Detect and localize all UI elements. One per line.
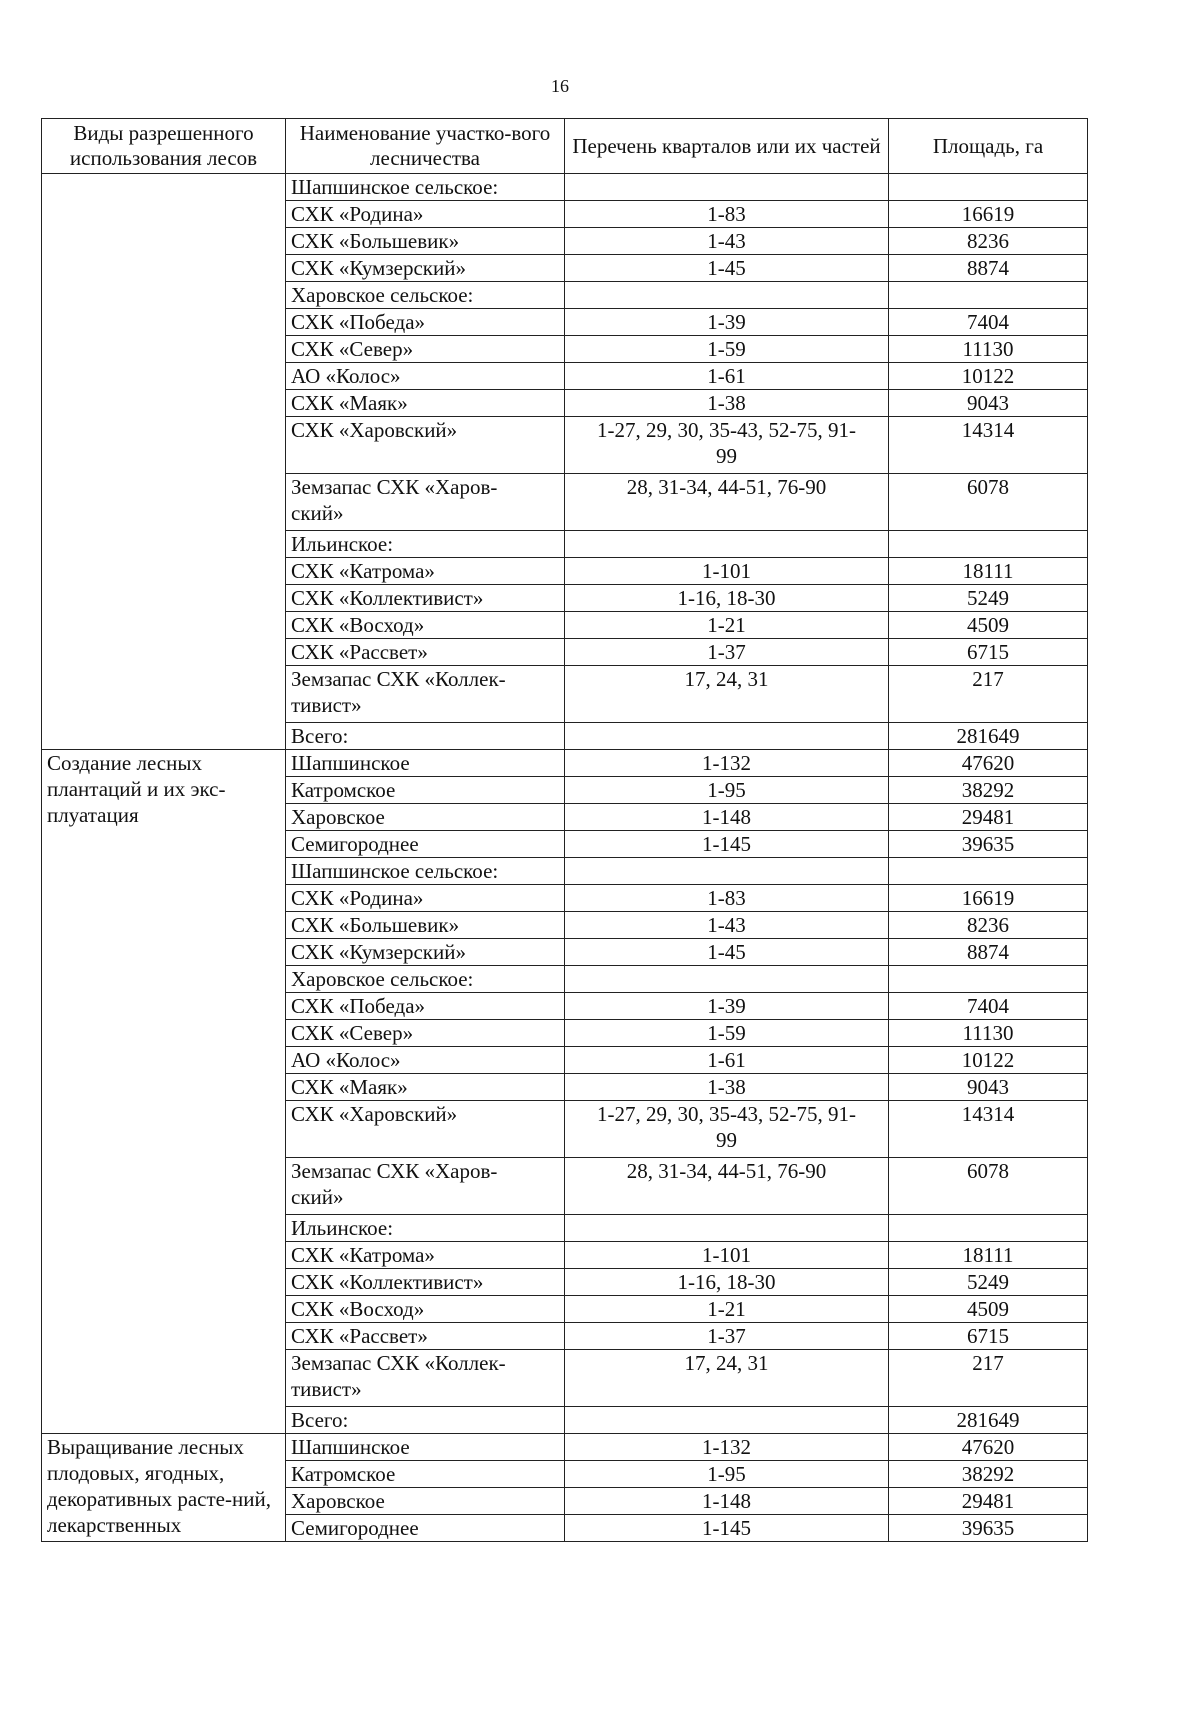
quarters-cell: 1-45 — [565, 939, 889, 966]
quarters-cell: 1-27, 29, 30, 35-43, 52-75, 91- 99 — [565, 1101, 889, 1158]
area-cell: 8236 — [889, 228, 1088, 255]
quarters-cell: 1-43 — [565, 912, 889, 939]
forestry-name-cell: СХК «Рассвет» — [286, 1323, 565, 1350]
forestry-name-cell: Шапшинское — [286, 1434, 565, 1461]
area-cell: 18111 — [889, 1242, 1088, 1269]
quarters-cell: 28, 31-34, 44-51, 76-90 — [565, 474, 889, 531]
quarters-cell: 17, 24, 31 — [565, 666, 889, 723]
quarters-cell: 1-21 — [565, 612, 889, 639]
area-cell: 7404 — [889, 309, 1088, 336]
forestry-name-cell: СХК «Родина» — [286, 885, 565, 912]
area-cell: 9043 — [889, 1074, 1088, 1101]
quarters-cell: 1-145 — [565, 1515, 889, 1542]
area-cell: 10122 — [889, 1047, 1088, 1074]
forestry-name-cell: СХК «Маяк» — [286, 390, 565, 417]
area-cell — [889, 282, 1088, 309]
quarters-cell: 1-148 — [565, 804, 889, 831]
quarters-cell: 1-39 — [565, 993, 889, 1020]
forestry-name-cell: СХК «Восход» — [286, 1296, 565, 1323]
quarters-cell: 1-37 — [565, 639, 889, 666]
area-cell: 217 — [889, 666, 1088, 723]
header-use-type: Виды разрешенного использования лесов — [42, 119, 286, 174]
area-cell: 6715 — [889, 1323, 1088, 1350]
forestry-name-cell: Харовское — [286, 1488, 565, 1515]
quarters-cell: 1-145 — [565, 831, 889, 858]
quarters-cell: 1-95 — [565, 1461, 889, 1488]
forest-use-table — [41, 118, 1088, 1542]
quarters-cell: 1-38 — [565, 390, 889, 417]
forestry-name-cell: СХК «Коллективист» — [286, 1269, 565, 1296]
quarters-cell: 1-83 — [565, 885, 889, 912]
area-cell: 38292 — [889, 1461, 1088, 1488]
quarters-cell: 1-27, 29, 30, 35-43, 52-75, 91- 99 — [565, 417, 889, 474]
area-cell — [889, 531, 1088, 558]
area-cell: 281649 — [889, 1407, 1088, 1434]
forestry-name-cell: АО «Колос» — [286, 1047, 565, 1074]
quarters-cell: 1-16, 18-30 — [565, 585, 889, 612]
forestry-name-cell: АО «Колос» — [286, 363, 565, 390]
table-body — [42, 174, 1088, 1542]
area-cell: 47620 — [889, 1434, 1088, 1461]
area-cell: 8236 — [889, 912, 1088, 939]
quarters-cell: 1-83 — [565, 201, 889, 228]
forestry-name-cell: Ильинское: — [286, 1215, 565, 1242]
quarters-cell: 1-37 — [565, 1323, 889, 1350]
forestry-name-cell: СХК «Кумзерский» — [286, 255, 565, 282]
quarters-cell: 1-101 — [565, 558, 889, 585]
table-header-row — [42, 119, 1088, 174]
area-cell: 16619 — [889, 885, 1088, 912]
quarters-cell — [565, 966, 889, 993]
forestry-name-cell: СХК «Маяк» — [286, 1074, 565, 1101]
area-cell: 6078 — [889, 474, 1088, 531]
quarters-cell — [565, 531, 889, 558]
quarters-cell: 1-16, 18-30 — [565, 1269, 889, 1296]
area-cell: 16619 — [889, 201, 1088, 228]
quarters-cell: 1-21 — [565, 1296, 889, 1323]
area-cell: 29481 — [889, 804, 1088, 831]
forestry-name-cell: Катромское — [286, 777, 565, 804]
quarters-cell: 1-101 — [565, 1242, 889, 1269]
use-type-cell — [42, 174, 286, 750]
forestry-name-cell: СХК «Восход» — [286, 612, 565, 639]
forestry-name-cell: Шапшинское сельское: — [286, 858, 565, 885]
use-type-cell: Выращивание лесных плодовых, ягодных, декоративных расте-ний, лекарственных — [42, 1434, 286, 1542]
forestry-name-cell: Шапшинское сельское: — [286, 174, 565, 201]
forestry-name-cell: Катромское — [286, 1461, 565, 1488]
quarters-cell: 1-45 — [565, 255, 889, 282]
quarters-cell — [565, 174, 889, 201]
forestry-name-cell: Шапшинское — [286, 750, 565, 777]
area-cell — [889, 1215, 1088, 1242]
forestry-name-cell: Семигороднее — [286, 831, 565, 858]
header-area: Площадь, га — [889, 119, 1088, 174]
forestry-name-cell: СХК «Победа» — [286, 309, 565, 336]
table-row — [42, 174, 1088, 201]
area-cell: 217 — [889, 1350, 1088, 1407]
area-cell — [889, 858, 1088, 885]
forestry-name-cell: СХК «Катрома» — [286, 558, 565, 585]
forestry-name-cell: Земзапас СХК «Коллек- тивист» — [286, 666, 565, 723]
quarters-cell — [565, 858, 889, 885]
quarters-cell: 1-39 — [565, 309, 889, 336]
forestry-name-cell: СХК «Катрома» — [286, 1242, 565, 1269]
quarters-cell: 1-59 — [565, 336, 889, 363]
area-cell: 14314 — [889, 1101, 1088, 1158]
forestry-name-cell: СХК «Большевик» — [286, 912, 565, 939]
quarters-cell: 1-38 — [565, 1074, 889, 1101]
area-cell: 39635 — [889, 1515, 1088, 1542]
area-cell: 4509 — [889, 612, 1088, 639]
area-cell: 14314 — [889, 417, 1088, 474]
quarters-cell — [565, 1407, 889, 1434]
quarters-cell — [565, 723, 889, 750]
header-forestry-name: Наименование участко-вого лесничества — [286, 119, 565, 174]
area-cell: 11130 — [889, 336, 1088, 363]
area-cell: 8874 — [889, 939, 1088, 966]
use-type-cell: Создание лесных плантаций и их экс-плуатация — [42, 750, 286, 1434]
forestry-name-cell: Всего: — [286, 723, 565, 750]
forestry-name-cell: Земзапас СХК «Харов- ский» — [286, 1158, 565, 1215]
quarters-cell: 1-61 — [565, 1047, 889, 1074]
area-cell: 47620 — [889, 750, 1088, 777]
quarters-cell: 1-59 — [565, 1020, 889, 1047]
table-row — [42, 1434, 1088, 1461]
forestry-name-cell: СХК «Родина» — [286, 201, 565, 228]
area-cell: 18111 — [889, 558, 1088, 585]
page-number: 16 — [551, 76, 569, 96]
forestry-name-cell: Харовское сельское: — [286, 282, 565, 309]
forestry-name-cell: Земзапас СХК «Коллек- тивист» — [286, 1350, 565, 1407]
forestry-name-cell: Ильинское: — [286, 531, 565, 558]
forestry-name-cell: СХК «Большевик» — [286, 228, 565, 255]
area-cell: 8874 — [889, 255, 1088, 282]
forestry-name-cell: Семигороднее — [286, 1515, 565, 1542]
area-cell: 38292 — [889, 777, 1088, 804]
forestry-name-cell: Харовское — [286, 804, 565, 831]
area-cell: 6078 — [889, 1158, 1088, 1215]
forestry-name-cell: СХК «Харовский» — [286, 1101, 565, 1158]
quarters-cell: 1-43 — [565, 228, 889, 255]
area-cell: 6715 — [889, 639, 1088, 666]
area-cell: 4509 — [889, 1296, 1088, 1323]
forestry-name-cell: СХК «Харовский» — [286, 417, 565, 474]
area-cell: 11130 — [889, 1020, 1088, 1047]
forestry-name-cell: СХК «Рассвет» — [286, 639, 565, 666]
forestry-name-cell: СХК «Север» — [286, 1020, 565, 1047]
quarters-cell — [565, 282, 889, 309]
area-cell — [889, 966, 1088, 993]
area-cell: 5249 — [889, 1269, 1088, 1296]
quarters-cell: 1-95 — [565, 777, 889, 804]
quarters-cell: 1-61 — [565, 363, 889, 390]
table-row — [42, 750, 1088, 777]
forestry-name-cell: СХК «Север» — [286, 336, 565, 363]
header-quarters: Перечень кварталов или их частей — [565, 119, 889, 174]
area-cell: 7404 — [889, 993, 1088, 1020]
quarters-cell: 28, 31-34, 44-51, 76-90 — [565, 1158, 889, 1215]
quarters-cell: 1-132 — [565, 750, 889, 777]
area-cell: 9043 — [889, 390, 1088, 417]
quarters-cell: 1-148 — [565, 1488, 889, 1515]
area-cell: 5249 — [889, 585, 1088, 612]
area-cell: 10122 — [889, 363, 1088, 390]
forestry-name-cell: СХК «Победа» — [286, 993, 565, 1020]
area-cell: 281649 — [889, 723, 1088, 750]
forestry-name-cell: СХК «Кумзерский» — [286, 939, 565, 966]
forestry-name-cell: Харовское сельское: — [286, 966, 565, 993]
forestry-name-cell: Всего: — [286, 1407, 565, 1434]
forestry-name-cell: Земзапас СХК «Харов- ский» — [286, 474, 565, 531]
area-cell: 39635 — [889, 831, 1088, 858]
forestry-name-cell: СХК «Коллективист» — [286, 585, 565, 612]
area-cell: 29481 — [889, 1488, 1088, 1515]
quarters-cell: 1-132 — [565, 1434, 889, 1461]
quarters-cell: 17, 24, 31 — [565, 1350, 889, 1407]
area-cell — [889, 174, 1088, 201]
quarters-cell — [565, 1215, 889, 1242]
